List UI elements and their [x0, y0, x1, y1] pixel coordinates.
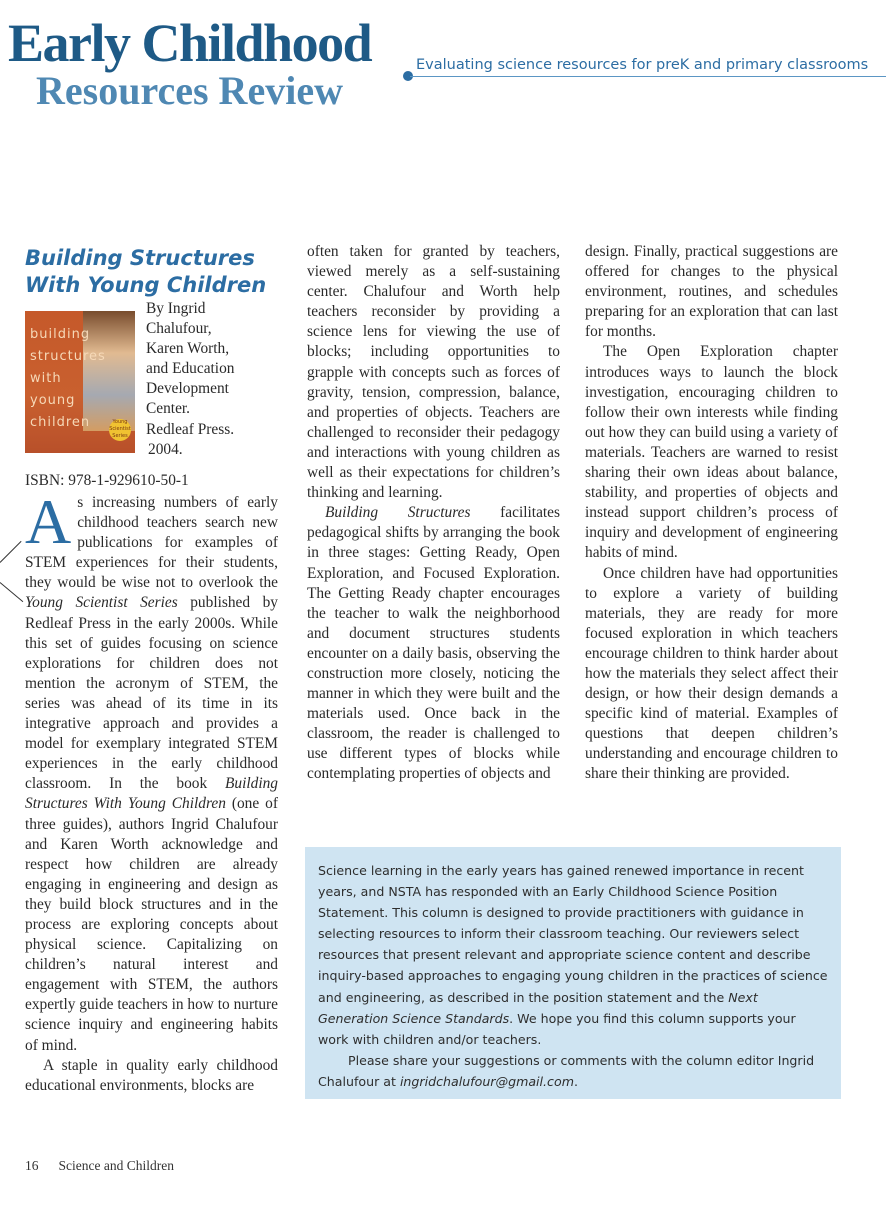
standards-name: Next Generation Science Standards — [318, 989, 758, 1026]
isbn: ISBN: 978-1-929610-50-1 — [25, 472, 189, 489]
masthead-title: Early Childhood — [8, 13, 372, 73]
book-reference: Building Structures — [325, 504, 471, 522]
book-meta-line: By Ingrid — [146, 300, 206, 317]
book-meta-line: Redleaf Press. — [146, 420, 235, 438]
masthead-subtitle: Resources Review — [36, 68, 343, 113]
article-paragraph: The Open Exploration chapter introduces ways to launch the block investigation, encouraging children to follow their own interests while finding out how they can build using a variety of materials. Teachers are warned to resist sharing their own ideas about balance, stability, and properties of objects and instead support children’s process of inquiry and development of engineering habits of mind. — [585, 343, 838, 562]
article-paragraph: A staple in quality early childhood educational environments, blocks are — [25, 1056, 278, 1094]
book-cover-image — [25, 311, 135, 453]
publication-name: Science and Children — [58, 1158, 174, 1173]
text-run: s increasing numbers of early childhood teachers search new publications for examples of STEM experiences for their students, they would be wise not to overlook the — [25, 494, 278, 592]
text-run: published by Redleaf Press in the early 2000s. While this set of guides focusing on science explorations for children does not mention the acronym of STEM, the series was ahead of its time in its integrative approach and provides a model for exemplary integrated STEM experiences in the early childhood classroom. In the book — [25, 594, 278, 793]
book-title-line-1: Building Structures — [25, 246, 255, 270]
book-meta-line: and Education — [146, 360, 235, 378]
text-run: facilitates pedagogical shifts by arranging the book in three stages: Getting Ready, Open Exploration, and Focused Exploration. The Getting Ready chapter encourages the teacher to walk the neighborhood and document structures students encounter on a daily basis, observing the construction more closely, noticing the manner in which they were built and the materials used. Once back in the classroom, the reader is challenged to use different types of blocks while contemplating properties of objects and — [307, 504, 561, 783]
book-meta-line: Karen Worth, — [146, 340, 230, 358]
article-column-2 — [307, 242, 560, 785]
editor-email-link[interactable]: ingridchalufour@gmail.com — [399, 1073, 574, 1089]
book-metadata — [146, 299, 281, 460]
article-paragraph: Once children have had opportunities to explore a variety of building materials, they are ready for more focused exploration in which teachers encourage children to think harder about how the materials they select affect their design, or how their design demands a specific kind of material. Examples of questions that deepen children’s understanding and encourage children to share their thinking are provided. — [585, 564, 838, 783]
book-meta-line: Development — [146, 380, 229, 398]
cover-word: with — [30, 371, 62, 386]
article-column-3 — [585, 242, 838, 785]
page-number: 16 — [25, 1158, 39, 1173]
callout-paragraph — [318, 860, 829, 1050]
article-paragraph: often taken for granted by teachers, viewed merely as a self-sustaining center. Chalufour and Worth help teachers reconsider by providing a science lens for viewing the use of blocks; including opportunities to grapple with concepts such as forces of gravity, tension, compression, balance, and properties of objects. Teachers are challenged to reconsider their pedagogy and interactions with young children as well as their expectations for children’s thinking and learning. — [307, 243, 560, 502]
book-meta-line: Chalufour, — [146, 320, 212, 338]
column-info-callout — [305, 847, 841, 1099]
decorative-line — [0, 582, 23, 602]
cover-word: building — [30, 327, 91, 342]
book-meta-line: 2004. — [148, 440, 183, 458]
book-title-line-2: With Young Children — [25, 273, 267, 297]
book-meta-line: Center. — [146, 400, 191, 418]
article-paragraph — [25, 486, 279, 1056]
cover-word: children — [30, 415, 91, 430]
series-badge: Young Scientist Series — [109, 419, 131, 439]
tagline: Evaluating science resources for preK and primary classrooms — [416, 57, 869, 73]
article-paragraph: design. Finally, practical suggestions are offered for changes to the physical environment, routines, and schedules preparing for an exploration that can last for months. — [585, 243, 838, 341]
drop-cap: A — [25, 486, 72, 557]
text-run: (one of three guides), authors Ingrid Chalufour and Karen Worth acknowledge and respect how children are already engaging in engineering and design as they build block structures and in the process are exploring concepts about physical science. Capitalizing on children’s natural interest and engagement with STEM, the authors expertly guide teachers in how to nurture science inquiry and engineering habits of mind. — [25, 795, 279, 1054]
callout-paragraph — [318, 1050, 829, 1092]
article-column-1 — [25, 245, 278, 1096]
tagline-rule — [410, 76, 886, 77]
text-run: Science learning in the early years has gained renewed importance in recent years, and NSTA has responded with an Early Childhood Science Position Statement. This column is designed to provide practitioners with guidance in selecting resources to inform their classroom teaching. Our reviewers select resources that present relevant and appropriate science content and describe inquiry-based approaches to engaging young children in the practices of science and engineering, as described in the position statement and the — [318, 863, 828, 1005]
book-info — [25, 300, 278, 533]
decorative-line — [0, 541, 22, 563]
article-paragraph — [307, 503, 560, 784]
series-name: Young Scientist Series — [25, 594, 178, 612]
cover-photo — [83, 311, 135, 431]
cover-word: young — [30, 393, 76, 408]
page-footer — [25, 1158, 174, 1174]
book-reference: Building Structures With Young Children — [25, 775, 278, 813]
text-run: . We hope you find this column supports your work with children and/or teachers. — [318, 1010, 796, 1047]
text-run: . — [573, 1073, 578, 1089]
cover-word: structures — [30, 349, 106, 364]
text-run: Please share your suggestions or comments with the column editor Ingrid Chalufour at — [318, 1052, 815, 1089]
book-title — [25, 245, 278, 299]
